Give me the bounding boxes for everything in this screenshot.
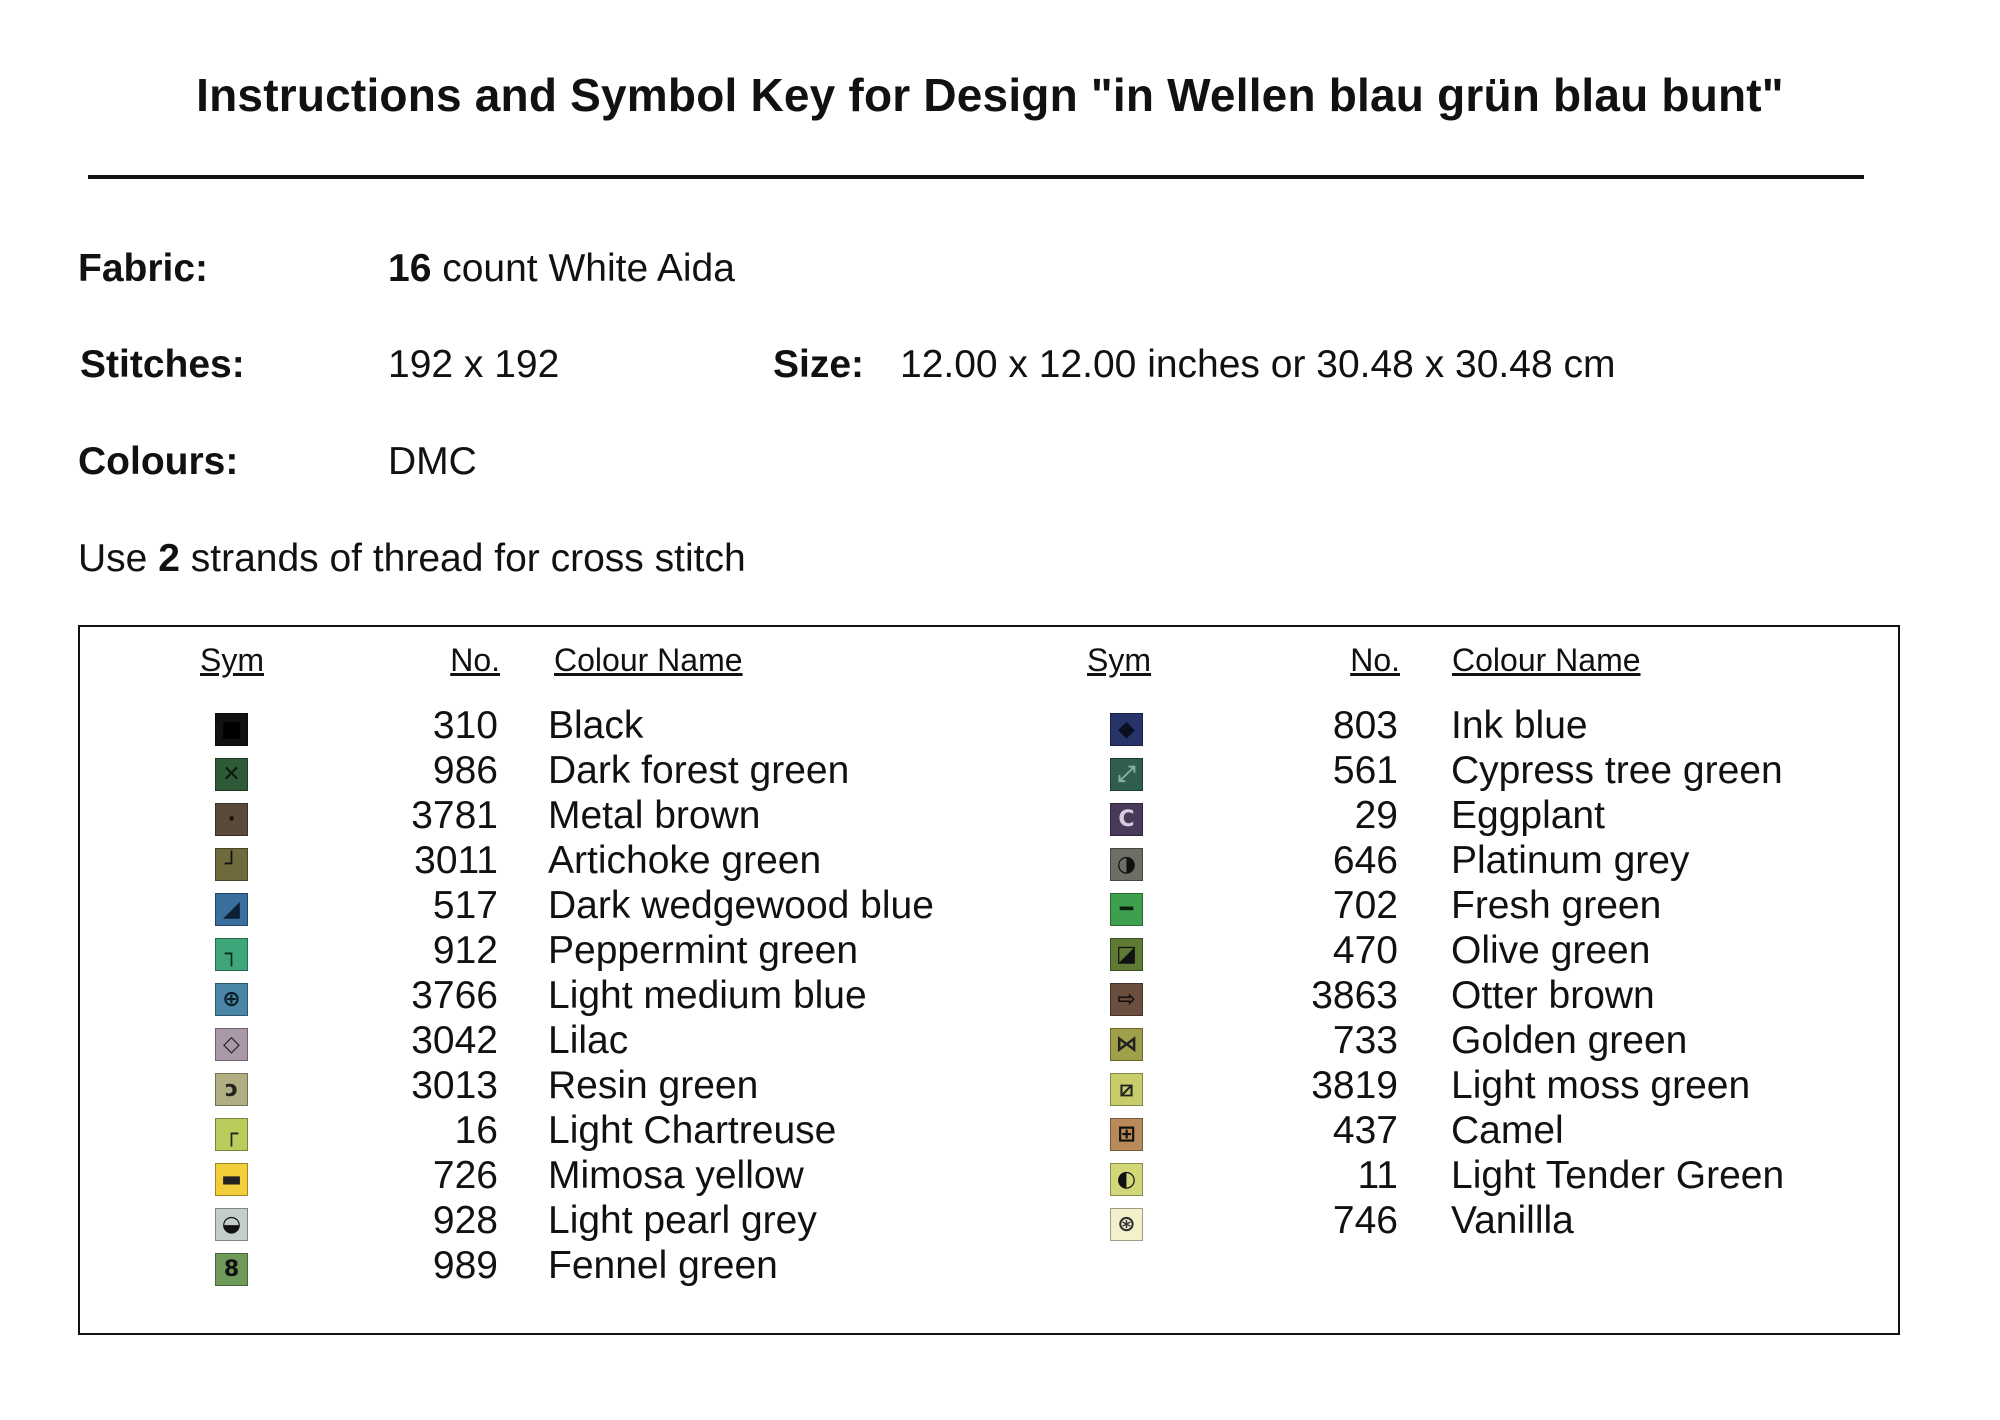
fabric-value bbox=[388, 247, 735, 291]
colour-symbol-swatch: ┐ bbox=[215, 938, 248, 971]
dmc-number: 726 bbox=[432, 1154, 498, 1197]
colour-row bbox=[975, 973, 1855, 1018]
colour-symbol-swatch: ■ bbox=[215, 713, 248, 746]
left-name-header: Colour Name bbox=[554, 642, 743, 678]
dmc-number: 3011 bbox=[414, 839, 498, 882]
colour-row bbox=[975, 793, 1855, 838]
left-no-header: No. bbox=[450, 642, 500, 678]
dmc-number: 733 bbox=[1332, 1019, 1398, 1062]
page-title: Instructions and Symbol Key for Design "in Wellen blau grün blau bunt" bbox=[196, 69, 1784, 121]
colour-symbol-swatch: ▬ bbox=[215, 1163, 248, 1196]
dmc-number: 803 bbox=[1332, 704, 1398, 747]
colour-row bbox=[80, 748, 960, 793]
symbol-key-table bbox=[78, 625, 1900, 1335]
colour-row bbox=[80, 838, 960, 883]
colour-symbol-swatch: ◑ bbox=[1110, 848, 1143, 881]
dmc-number: 989 bbox=[432, 1244, 498, 1287]
colour-row bbox=[80, 1108, 960, 1153]
colour-symbol-swatch: · bbox=[215, 803, 248, 836]
colour-name: Artichoke green bbox=[548, 839, 822, 882]
colour-name: Golden green bbox=[1451, 1019, 1688, 1062]
colour-row bbox=[975, 1198, 1855, 1243]
colour-symbol-swatch: ↄ bbox=[215, 1073, 248, 1106]
size-value: 12.00 x 12.00 inches or 30.48 x 30.48 cm bbox=[900, 343, 1616, 386]
colour-name: Light moss green bbox=[1451, 1064, 1751, 1107]
dmc-number: 986 bbox=[432, 749, 498, 792]
dmc-number: 437 bbox=[1332, 1109, 1398, 1152]
colour-row bbox=[80, 703, 960, 748]
colour-symbol-swatch: ◒ bbox=[215, 1208, 248, 1241]
fabric-text: count White Aida bbox=[442, 247, 735, 290]
left-sym-header: Sym bbox=[200, 642, 264, 678]
colour-row bbox=[80, 793, 960, 838]
colour-name: Ink blue bbox=[1451, 704, 1588, 747]
colour-name: Platinum grey bbox=[1451, 839, 1690, 882]
colour-symbol-swatch: ⊛ bbox=[1110, 1208, 1143, 1241]
colour-row bbox=[975, 1108, 1855, 1153]
colour-row bbox=[975, 838, 1855, 883]
colour-row bbox=[975, 1018, 1855, 1063]
colour-name: Light medium blue bbox=[548, 974, 867, 1017]
size-label: Size: bbox=[773, 343, 865, 386]
colour-row bbox=[975, 703, 1855, 748]
stitches-label: Stitches: bbox=[80, 343, 245, 386]
colour-name: Dark forest green bbox=[548, 749, 850, 792]
colour-symbol-swatch: ⤢ bbox=[1110, 758, 1143, 791]
colour-name: Dark wedgewood blue bbox=[548, 884, 934, 927]
colour-name: Fennel green bbox=[548, 1244, 778, 1287]
dmc-number: 702 bbox=[1332, 884, 1398, 927]
colour-name: Black bbox=[548, 704, 644, 747]
colour-row bbox=[80, 1063, 960, 1108]
strands-count: 2 bbox=[158, 537, 180, 580]
colour-symbol-swatch: ◐ bbox=[1110, 1163, 1143, 1196]
dmc-number: 3819 bbox=[1311, 1064, 1398, 1107]
colours-value: DMC bbox=[388, 440, 477, 483]
colour-row bbox=[975, 1153, 1855, 1198]
colour-symbol-swatch: ┘ bbox=[215, 848, 248, 881]
strands-suffix: strands of thread for cross stitch bbox=[190, 537, 746, 580]
colour-name: Light pearl grey bbox=[548, 1199, 817, 1242]
colour-row bbox=[975, 1063, 1855, 1108]
colour-row bbox=[975, 883, 1855, 928]
colour-name: Resin green bbox=[548, 1064, 759, 1107]
colour-row bbox=[80, 1018, 960, 1063]
dmc-number: 3042 bbox=[411, 1019, 498, 1062]
colour-name: Mimosa yellow bbox=[548, 1154, 804, 1197]
colour-row bbox=[975, 928, 1855, 973]
colour-name: Light Chartreuse bbox=[548, 1109, 837, 1152]
colour-name: Peppermint green bbox=[548, 929, 859, 972]
dmc-number: 470 bbox=[1332, 929, 1398, 972]
dmc-number: 3781 bbox=[411, 794, 498, 837]
fabric-count: 16 bbox=[388, 247, 432, 290]
colour-symbol-swatch: ✕ bbox=[215, 758, 248, 791]
colour-symbol-swatch: ⧄ bbox=[1110, 1073, 1143, 1106]
dmc-number: 29 bbox=[1354, 794, 1398, 837]
strands-instruction bbox=[78, 537, 746, 581]
colour-name: Fresh green bbox=[1451, 884, 1662, 927]
dmc-number: 310 bbox=[432, 704, 498, 747]
colour-row bbox=[975, 748, 1855, 793]
colour-symbol-swatch: ◪ bbox=[1110, 938, 1143, 971]
colours-label: Colours: bbox=[78, 440, 239, 483]
colour-symbol-swatch: ◢ bbox=[215, 893, 248, 926]
dmc-number: 646 bbox=[1332, 839, 1398, 882]
dmc-number: 3863 bbox=[1311, 974, 1398, 1017]
fabric-label: Fabric: bbox=[78, 247, 209, 290]
colour-symbol-swatch: ━ bbox=[1110, 893, 1143, 926]
colour-name: Olive green bbox=[1451, 929, 1651, 972]
right-sym-header: Sym bbox=[1087, 642, 1151, 678]
dmc-number: 16 bbox=[454, 1109, 498, 1152]
colour-symbol-swatch: ┌ bbox=[215, 1118, 248, 1151]
colour-name: Otter brown bbox=[1451, 974, 1655, 1017]
dmc-number: 3013 bbox=[411, 1064, 498, 1107]
colour-symbol-swatch: 8 bbox=[215, 1253, 248, 1286]
colour-symbol-swatch: ◆ bbox=[1110, 713, 1143, 746]
colour-symbol-swatch: ⊕ bbox=[215, 983, 248, 1016]
colour-name: Metal brown bbox=[548, 794, 761, 837]
dmc-number: 3766 bbox=[411, 974, 498, 1017]
colour-row bbox=[80, 883, 960, 928]
colour-row bbox=[80, 928, 960, 973]
colour-name: Camel bbox=[1451, 1109, 1564, 1152]
colour-symbol-swatch: ⇨ bbox=[1110, 983, 1143, 1016]
right-name-header: Colour Name bbox=[1452, 642, 1641, 678]
colour-name: Cypress tree green bbox=[1451, 749, 1783, 792]
dmc-number: 517 bbox=[432, 884, 498, 927]
colour-row bbox=[80, 1198, 960, 1243]
strands-prefix: Use bbox=[78, 537, 148, 580]
title-divider bbox=[88, 175, 1864, 179]
colour-name: Vanillla bbox=[1451, 1199, 1574, 1242]
dmc-number: 746 bbox=[1332, 1199, 1398, 1242]
right-no-header: No. bbox=[1350, 642, 1400, 678]
dmc-number: 561 bbox=[1332, 749, 1398, 792]
stitches-value: 192 x 192 bbox=[388, 343, 560, 386]
colour-name: Light Tender Green bbox=[1451, 1154, 1785, 1197]
colour-name: Lilac bbox=[548, 1019, 629, 1062]
colour-symbol-swatch: ⊞ bbox=[1110, 1118, 1143, 1151]
colour-row bbox=[80, 1153, 960, 1198]
colour-symbol-swatch: ⋈ bbox=[1110, 1028, 1143, 1061]
dmc-number: 11 bbox=[1357, 1154, 1398, 1197]
colour-row bbox=[80, 1243, 960, 1288]
colour-name: Eggplant bbox=[1451, 794, 1605, 837]
colour-symbol-swatch: C bbox=[1110, 803, 1143, 836]
dmc-number: 912 bbox=[432, 929, 498, 972]
colour-row bbox=[80, 973, 960, 1018]
colour-symbol-swatch: ◇ bbox=[215, 1028, 248, 1061]
dmc-number: 928 bbox=[432, 1199, 498, 1242]
